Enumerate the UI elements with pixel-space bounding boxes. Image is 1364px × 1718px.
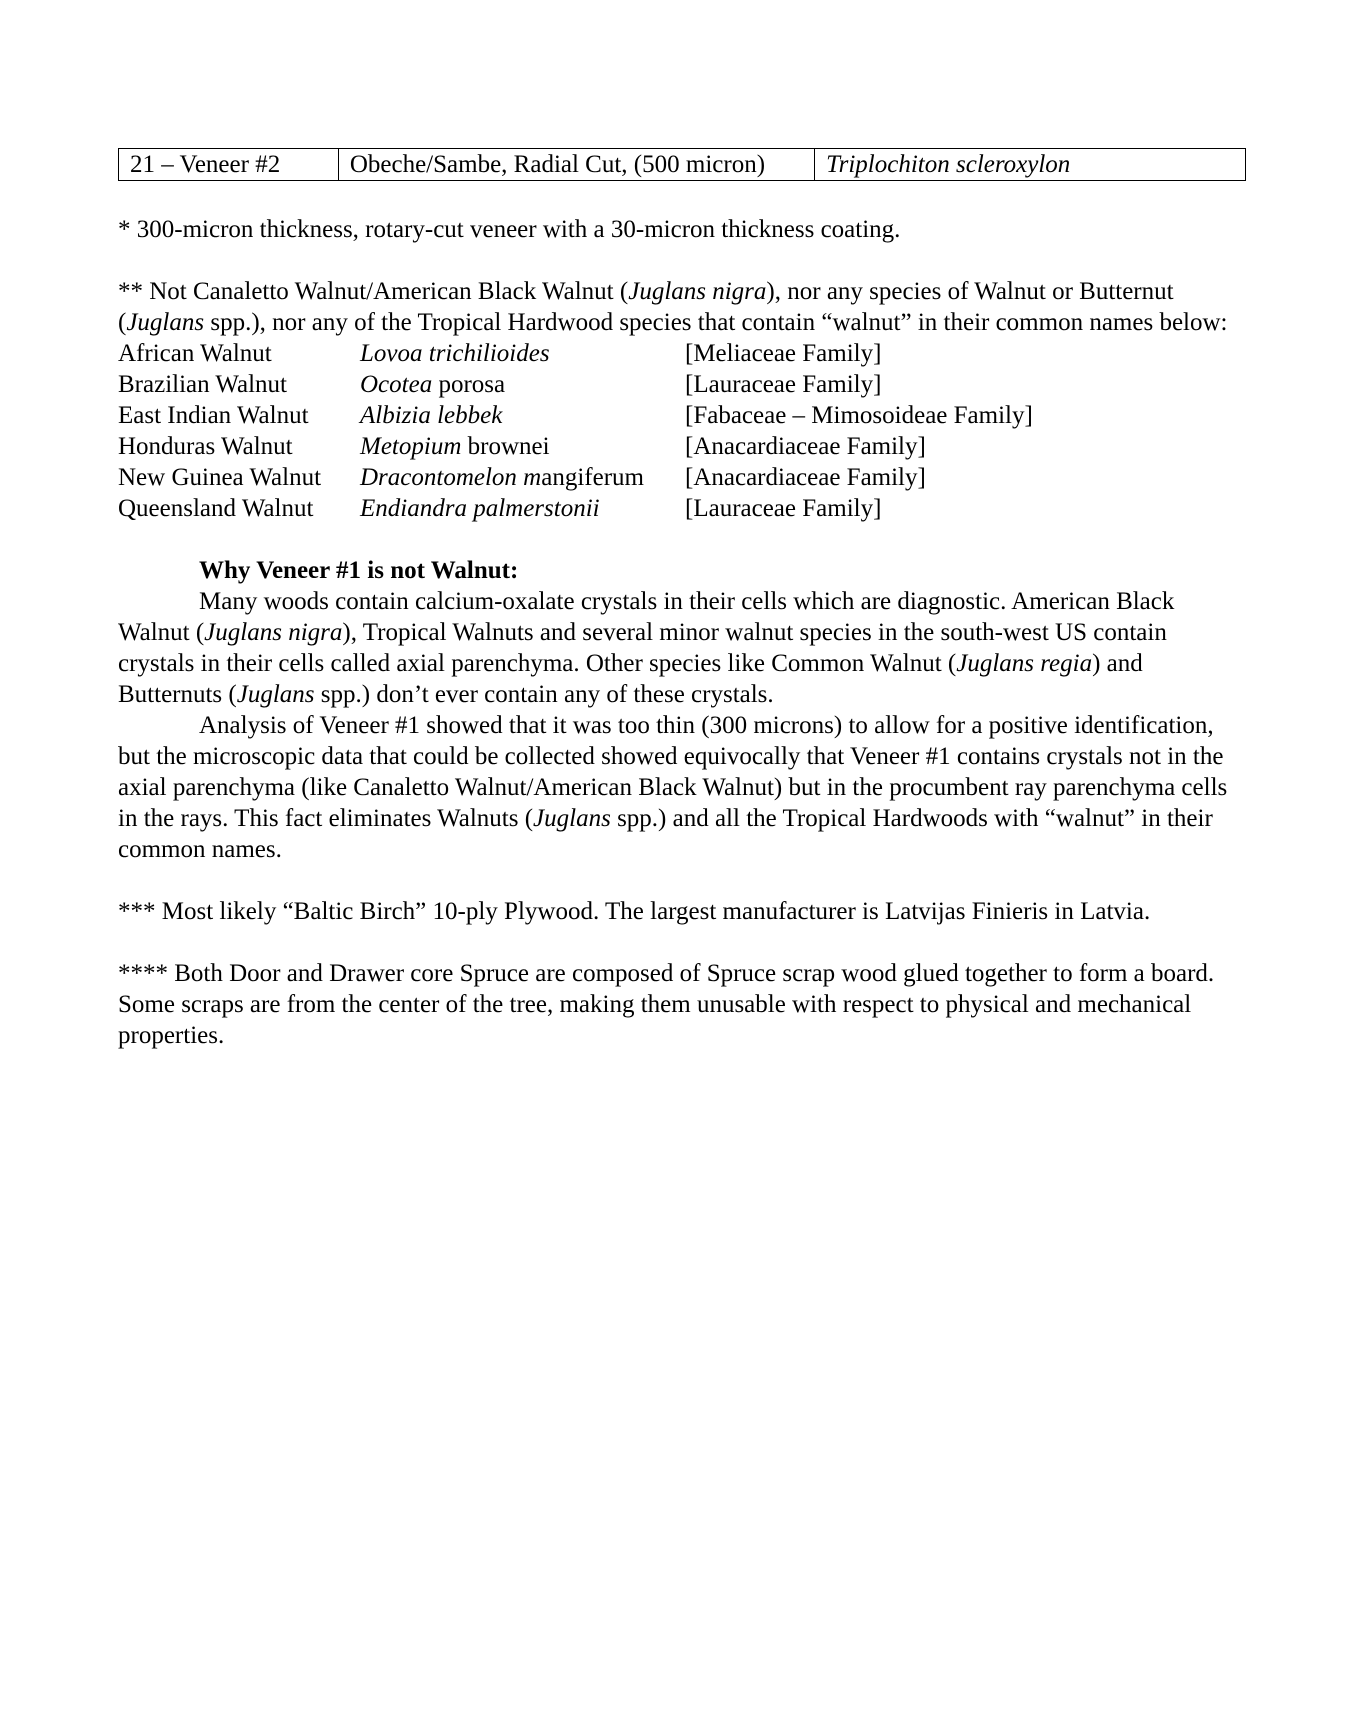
para1-text-d: spp.) don’t ever contain any of these crystals. — [314, 681, 774, 708]
walnut-common-name: East Indian Walnut — [118, 402, 309, 429]
walnut-sci-italic: Lovoa trichilioides — [360, 340, 550, 367]
note2-italic-1: Juglans nigra — [628, 278, 767, 305]
para1-text-b: ), Tropical Walnuts and several minor walnut species in the south-west US contain crystals in their cells called axial parenchyma. Other species like Common Walnut ( — [118, 619, 1167, 677]
walnut-scientific-name — [360, 462, 685, 493]
para1-text-c: ) and Butternuts ( — [118, 650, 1143, 708]
list-item — [118, 462, 1248, 493]
walnut-family: [Anacardiaceae Family] — [685, 464, 926, 491]
walnut-scientific-name — [360, 431, 685, 462]
footnote-double-star — [118, 276, 1248, 338]
walnut-common-name: Queensland Walnut — [118, 495, 314, 522]
table-row — [119, 149, 1246, 181]
walnut-scientific-name — [360, 400, 685, 431]
note2-text-2: ), nor any species of Walnut or Butternut ( — [118, 278, 1174, 336]
page-content — [118, 148, 1248, 1051]
walnut-common-name: New Guinea Walnut — [118, 464, 322, 491]
footnote-quadruple-star: **** Both Door and Drawer core Spruce are composed of Spruce scrap wood glued together to form a board. Some scraps are from the center of the tree, making them unusable with respect to physical and mechanical properties. — [118, 960, 1215, 1049]
walnut-sci-italic: Ocotea — [360, 371, 433, 398]
note2-text-3: spp.), nor any of the Tropical Hardwood species that contain “walnut” in their common names below: — [204, 309, 1228, 336]
table-cell-description: Obeche/Sambe, Radial Cut, (500 micron) — [338, 149, 814, 181]
walnut-species-list — [118, 338, 1248, 524]
walnut-sci-plain: angiferum — [541, 464, 644, 491]
list-item — [118, 431, 1248, 462]
paragraph-crystals — [118, 586, 1248, 710]
walnut-scientific-name — [360, 493, 685, 524]
walnut-family: [Lauraceae Family] — [685, 495, 882, 522]
para1-italic-b: Juglans regia — [956, 650, 1093, 677]
table-cell-species: Triplochiton scleroxylon — [815, 149, 1246, 181]
section-heading: Why Veneer #1 is not Walnut: — [199, 557, 519, 584]
walnut-sci-italic: Albizia lebbek — [360, 402, 503, 429]
list-item — [118, 369, 1248, 400]
para1-italic-c: Juglans — [236, 681, 315, 708]
walnut-common-name: Brazilian Walnut — [118, 371, 288, 398]
para1-italic-a: Juglans nigra — [204, 619, 343, 646]
footnote-single-star: * 300-micron thickness, rotary-cut veneer with a 30-micron thickness coating. — [118, 216, 901, 243]
walnut-sci-plain: porosa — [432, 371, 506, 398]
walnut-sci-italic: Endiandra palmerstonii — [360, 495, 600, 522]
walnut-common-name: Honduras Walnut — [118, 433, 293, 460]
walnut-family: [Fabaceae – Mimosoideae Family] — [685, 402, 1033, 429]
list-item — [118, 338, 1248, 369]
para1-text-a: Many woods contain calcium-oxalate crystals in their cells which are diagnostic. American Black Walnut ( — [118, 588, 1175, 646]
list-item — [118, 493, 1248, 524]
note2-italic-2: Juglans — [126, 309, 205, 336]
list-item — [118, 400, 1248, 431]
walnut-scientific-name — [360, 369, 685, 400]
para2-italic-a: Juglans — [533, 805, 611, 832]
walnut-family: [Anacardiaceae Family] — [685, 433, 926, 460]
walnut-sci-plain: brownei — [461, 433, 550, 460]
walnut-sci-italic: Dracontomelon m — [360, 464, 542, 491]
walnut-family: [Meliaceae Family] — [685, 340, 882, 367]
note2-text-1: ** Not Canaletto Walnut/American Black Walnut ( — [118, 278, 629, 305]
footnote-triple-star: *** Most likely “Baltic Birch” 10-ply Plywood. The largest manufacturer is Latvijas Finieris in Latvia. — [118, 898, 1151, 925]
para2-text-b: spp.) and all the Tropical Hardwoods with “walnut” in their common names. — [118, 805, 1213, 863]
para2-text-a: Analysis of Veneer #1 showed that it was too thin (300 microns) to allow for a positive identification, but the microscopic data that could be collected showed equivocally that Veneer #1 contains crystals not in the axial parenchyma (like Canaletto Walnut/American Black Walnut) but in the procumbent ray parenchyma cells in the rays. This fact eliminates Walnuts ( — [118, 712, 1228, 832]
walnut-scientific-name — [360, 338, 685, 369]
species-table — [118, 148, 1246, 181]
table-cell-sample: 21 – Veneer #2 — [119, 149, 339, 181]
paragraph-analysis — [118, 710, 1248, 865]
walnut-family: [Lauraceae Family] — [685, 371, 882, 398]
walnut-sci-italic: Metopium — [360, 433, 462, 460]
walnut-common-name: African Walnut — [118, 340, 272, 367]
